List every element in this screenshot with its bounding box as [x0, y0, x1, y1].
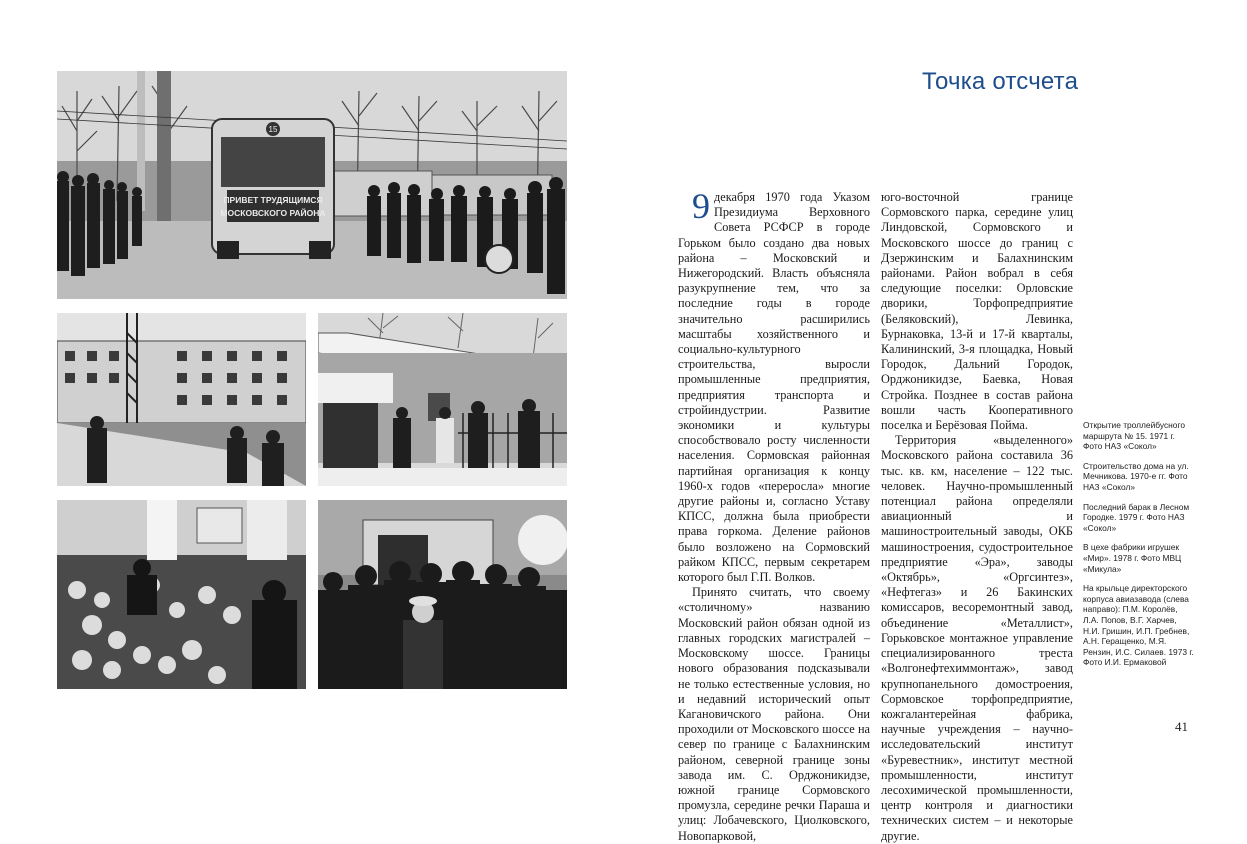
page-title: Точка отсчета	[922, 68, 1079, 95]
paragraph-2: Принято считать, что своему «столичному» названию Московский район обязан одной из главных городских магистралей – Московскому шоссе. Границы нового образования подсказывали не только естественные условия, но и недавний исторический опыт Кагановичского района. Они проходили от Московского шоссе на север по границе с Балахнинским районом, северной границе зоны завода им. С. Орджоникидзе, южной границе Сормовского промузла, середине речки Параша и улиц: Лобачевского, Циолковского, Новопарковой,	[678, 585, 870, 843]
photo-captions	[1083, 420, 1195, 677]
trolleybus-sign-line1: ПРИВЕТ ТРУДЯЩИМСЯ	[223, 195, 323, 205]
photo-toy-factory	[57, 500, 306, 689]
caption-1: Открытие троллейбусного маршрута № 15. 1971 г. Фото НАЗ «Сокол»	[1083, 420, 1185, 452]
trolleybus-route-number: 15	[268, 125, 278, 134]
caption-2: Строительство дома на ул. Мечникова. 1970-е гг. Фото НАЗ «Сокол»	[1083, 460, 1189, 492]
caption-4: В цехе фабрики игрушек «Мир». 1978 г. Фото МВЦ «Микула»	[1083, 542, 1182, 574]
photo-factory-officials	[318, 500, 567, 689]
photo-barracks	[318, 313, 567, 486]
paragraph-4: Территория «выделенного» Московского района составила 36 тыс. кв. км, население – 122 тыс. человек. Научно-промышленный потенциал района определяли авиационный и машиностроительный заводы, ОКБ машиностроения, судостроительное предприятие «Эра», заводы «Октябрь», «Оргсинтез», «Нефтегаз» и 26 Бакинских комиссаров, весоремонтный завод, объединение «Металлист», Горьковское монтажное управление специализированного треста «Волгонефтехиммонтаж», завод крупнопанельного домостроения, Сормовское торфопредприятие, кожгалантерейная фабрика, научные учреждения – научно-исследовательский институт «Буревестник», институт местной промышленности, институт лесохимической промышленности, центр контроля и диагностики технических систем – и некоторые другие.	[881, 433, 1073, 843]
paragraph-1-text: декабря 1970 года Указом Президиума Верховного Совета РСФСР в городе Горьком было создано два новых района – Московский и Нижегородский. Власть объясняла разукрупнение тем, что за последние годы в городе значительно расширились масштабы хозяйственного и социально-культурного строительства, выросли промышленные предприятия, предприятия транспорта и стройиндустрии. Развитие экономики и культуры способствовало росту численности населения. Сормовская районная партийная организация к концу 1960-х годов «переросла» многие другие районы и, согласно Уставу КПСС, должна была приобрести права горкома. Деление районов было возложено на Сормовский райком КПСС, первым секретарем которого был Г.П. Волков.	[678, 190, 870, 585]
caption-3: Последний барак в Лесном Городке. 1979 г. Фото НАЗ «Сокол»	[1083, 501, 1190, 533]
text-column-right	[881, 190, 1073, 844]
trolleybus-sign-line2: МОСКОВСКОГО РАЙОНА	[220, 208, 326, 218]
photo-trolleybus-opening	[57, 71, 567, 299]
page-number: 41	[1175, 719, 1188, 734]
text-column-left	[678, 186, 870, 844]
paragraph-1	[678, 186, 870, 585]
photo-construction	[57, 313, 306, 486]
caption-5: На крыльце директорского корпуса авиазавода (слева направо): П.М. Королёв, Л.А. Попов, В.Г. Харчев, Н.И. Гришин, И.П. Гребнев, А.Н. Геращенко, М.Я. Рензин, И.С. Силаев. 1973 г. Фото И.И. Ермаковой	[1083, 583, 1194, 668]
paragraph-3: юго-восточной границе Сормовского парка, середине улиц Линдовской, Сормовского и Московского шоссе до границ с Дзержинским и Балахнинским районами. Район вобрал в себя следующие поселки: Орловские дворики, Торфопредприятие (Беляковский), Левинка, Бурнаковка, 13-й и 17-й кварталы, Калининский, 3-я площадка, Новый Городок, Дальний Городок, Орджоникидзе, Баевка, Новая Стройка. Позднее в состав района вошли часть Кооперативного поселка и Берёзовая Пойма.	[881, 190, 1073, 433]
dropcap: 9	[692, 186, 710, 226]
